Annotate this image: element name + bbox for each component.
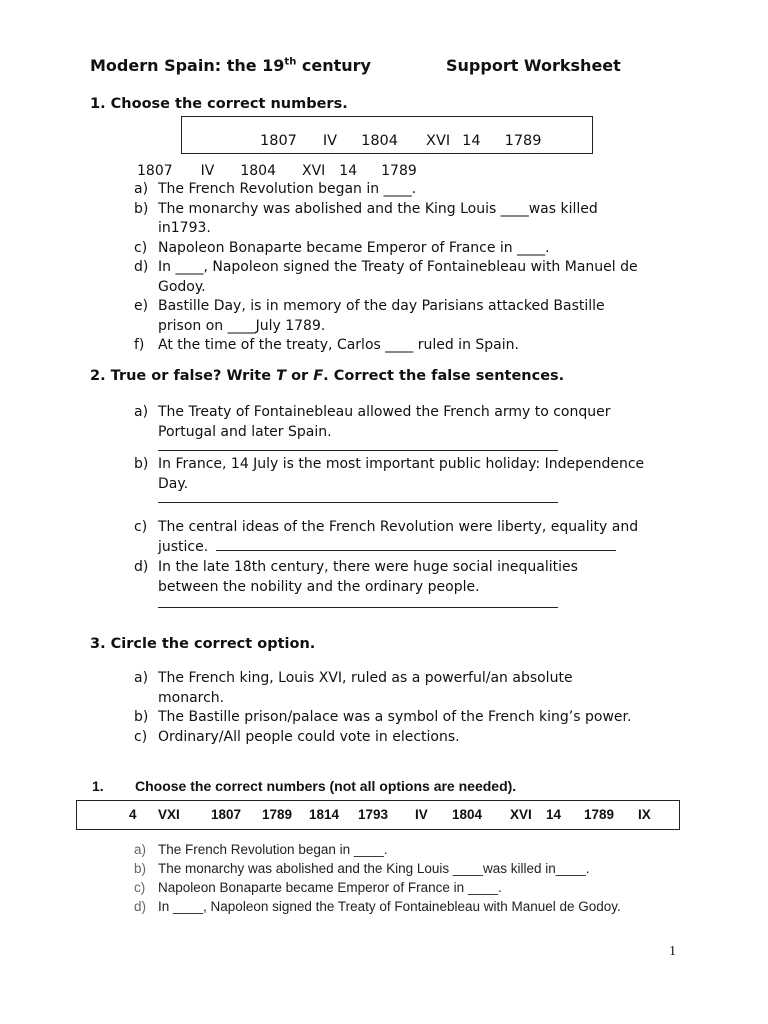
number-option-plain: 1807	[137, 163, 173, 179]
item-text: In ____, Napoleon signed the Treaty of Fontainebleau with Manuel de Godoy.	[158, 899, 621, 914]
section4-list	[134, 840, 718, 916]
section2-heading-text: 2. True or false? Write	[90, 368, 277, 384]
item-marker: a)	[134, 181, 149, 197]
list-item	[134, 200, 648, 239]
section2-heading-t: T	[276, 368, 287, 384]
item-text: Bastille Day, is in memory of the day Parisians attacked Bastille prison on ____July 1789.	[158, 298, 605, 334]
item-marker: b)	[134, 861, 147, 876]
item-text: Ordinary/All people could vote in elections.	[158, 728, 460, 745]
section2-heading-or: or	[286, 368, 314, 384]
item-text: The French king, Louis XVI, ruled as a powerful/an absolute monarch.	[158, 670, 573, 706]
number-option: 1807	[260, 133, 297, 149]
item-marker: b)	[134, 200, 149, 217]
item-marker: c)	[134, 728, 148, 745]
item-text: The French Revolution began in ____.	[158, 181, 417, 197]
number-option: 14	[462, 133, 481, 149]
list-item	[134, 878, 718, 897]
worksheet-title	[90, 56, 371, 75]
item-text: The Bastille prison/palace was a symbol of the French king’s power.	[158, 709, 632, 725]
list-item	[134, 840, 718, 859]
number-option-plain: 1804	[240, 163, 276, 179]
number-option: 1793	[358, 807, 389, 822]
number-option: XVI	[426, 133, 451, 149]
number-option-plain: IV	[200, 163, 215, 179]
list-item	[134, 728, 718, 748]
number-option-plain: XVI	[302, 163, 326, 179]
list-item	[134, 297, 648, 336]
section1-heading: 1. Choose the correct numbers.	[90, 96, 348, 112]
section3-list	[134, 669, 718, 747]
list-item	[134, 557, 638, 608]
number-option: 1814	[309, 807, 340, 822]
number-option-plain: 14	[339, 163, 358, 179]
item-text: At the time of the treaty, Carlos ____ ruled in Spain.	[158, 337, 519, 353]
number-option: 14	[546, 807, 562, 822]
number-option: XVI	[510, 807, 532, 822]
item-marker: b)	[134, 456, 149, 472]
item-text: The monarchy was abolished and the King Louis ____was killed in1793.	[158, 200, 598, 236]
item-marker: a)	[134, 670, 149, 686]
section2-heading-f: F	[313, 368, 324, 384]
item-marker: d)	[134, 899, 147, 914]
number-options-box-2	[76, 800, 680, 830]
worksheet-subtitle: Support Worksheet	[446, 56, 621, 75]
number-options-plain	[137, 163, 417, 179]
item-marker: c)	[134, 519, 148, 535]
section4-heading: Choose the correct numbers (not all options are needed).	[135, 778, 517, 794]
number-option: 1807	[211, 807, 242, 822]
section3-heading: 3. Circle the correct option.	[90, 636, 316, 652]
number-option: IX	[638, 807, 651, 822]
item-text: The Treaty of Fontainebleau allowed the French army to conquer Portugal and later Spain.	[158, 404, 611, 440]
item-marker: a)	[134, 842, 147, 857]
list-item	[134, 517, 688, 557]
list-item	[134, 239, 718, 259]
title-tail: century	[296, 56, 371, 75]
title-main: Modern Spain: the 19	[90, 56, 285, 75]
number-option: 4	[129, 807, 137, 822]
number-option-plain: 1789	[381, 163, 417, 179]
section4-number: 1.	[92, 778, 104, 794]
item-text: The monarchy was abolished and the King Louis ____was killed in____.	[158, 861, 590, 876]
section1-list	[134, 180, 718, 356]
item-marker: b)	[134, 709, 149, 725]
list-item	[134, 258, 683, 297]
answer-line[interactable]	[158, 450, 558, 451]
list-item	[134, 897, 718, 916]
answer-line[interactable]	[158, 502, 558, 503]
item-marker: d)	[134, 259, 149, 275]
number-option: 1804	[361, 133, 399, 149]
number-option: VXI	[158, 807, 180, 822]
answer-line[interactable]	[216, 540, 616, 551]
item-marker: e)	[134, 298, 149, 314]
list-item	[134, 708, 718, 728]
page-number: 1	[669, 944, 676, 959]
section2-heading	[90, 368, 564, 384]
list-item	[134, 180, 718, 200]
list-item	[134, 859, 718, 878]
item-marker: f)	[134, 337, 145, 353]
section2-list	[134, 402, 688, 608]
list-item	[134, 402, 658, 451]
number-option: 1804	[452, 807, 483, 822]
item-text: In France, 14 July is the most important public holiday: Independence Day.	[158, 456, 645, 492]
list-item	[134, 669, 628, 708]
number-option: 1789	[262, 807, 293, 822]
answer-line[interactable]	[158, 607, 558, 608]
section2-heading-tail: . Correct the false sentences.	[323, 368, 565, 384]
item-text: Napoleon Bonaparte became Emperor of France in ____.	[158, 880, 502, 895]
title-superscript: th	[284, 56, 297, 68]
item-text: The central ideas of the French Revolution were liberty, equality and justice.	[158, 519, 639, 555]
item-text: Napoleon Bonaparte became Emperor of France in ____.	[158, 239, 550, 256]
item-text: In ____, Napoleon signed the Treaty of Fontainebleau with Manuel de Godoy.	[158, 259, 638, 295]
item-text: The French Revolution began in ____.	[158, 842, 388, 857]
item-marker: c)	[134, 880, 146, 895]
item-marker: c)	[134, 239, 148, 256]
item-text: In the late 18th century, there were huge social inequalities between the nobility and the ordinary people.	[158, 559, 578, 595]
number-option: 1789	[504, 133, 542, 149]
item-marker: d)	[134, 559, 149, 575]
number-option: 1789	[584, 807, 615, 822]
number-option: IV	[415, 807, 428, 822]
list-item	[134, 336, 718, 356]
list-item	[134, 454, 658, 503]
number-options-box	[181, 116, 593, 154]
number-option: IV	[322, 133, 338, 149]
item-marker: a)	[134, 404, 149, 420]
